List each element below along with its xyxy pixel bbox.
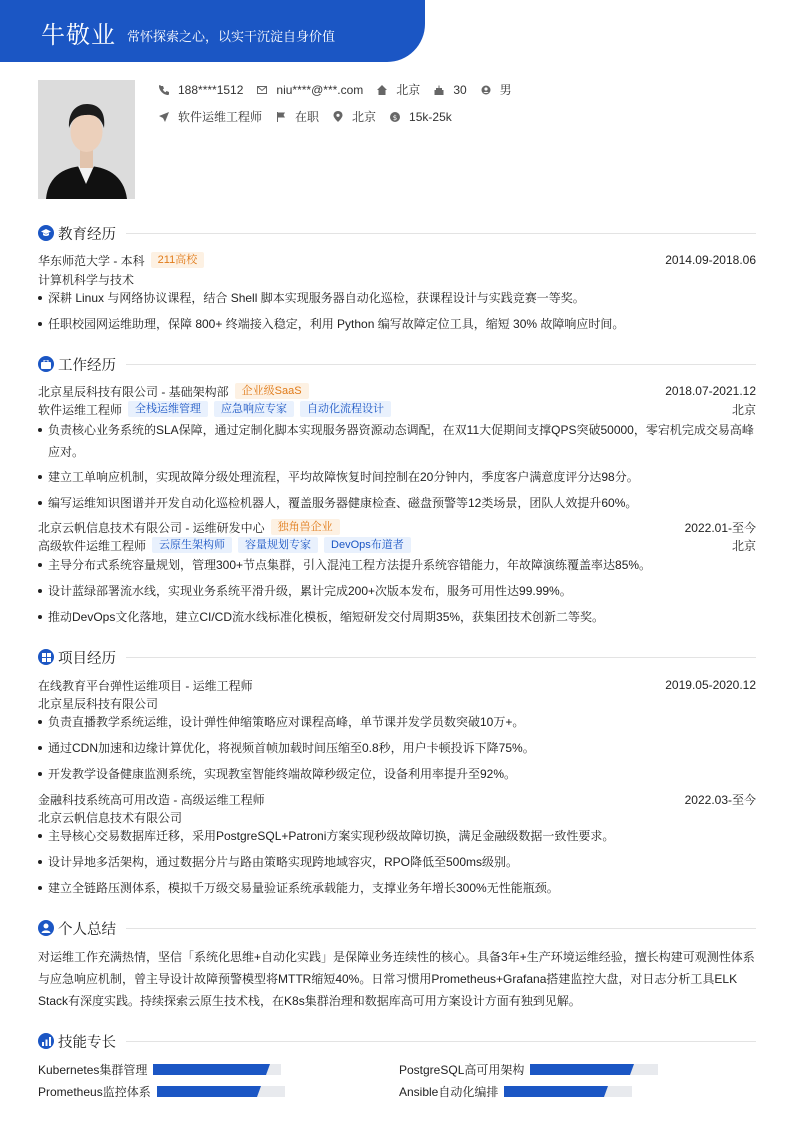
section-skills xyxy=(38,1031,756,1051)
project-bullet: 建立全链路压测体系，模拟千万级交易量验证系统承载能力，支撑业务年增长300%无性能瓶颈。 xyxy=(38,877,756,899)
section-divider xyxy=(126,233,756,234)
basic-info-row-2 xyxy=(159,108,466,125)
avatar-portrait xyxy=(38,80,135,199)
skill-bar xyxy=(157,1086,285,1097)
section-title: 工作经历 xyxy=(58,357,116,374)
skill-tag: 应急响应专家 xyxy=(214,401,294,417)
skill-name: PostgreSQL高可用架构 xyxy=(399,1062,525,1077)
work-role: 高级软件运维工程师 xyxy=(38,538,147,553)
money-icon xyxy=(390,112,400,122)
major: 计算机科学与技术 xyxy=(38,272,135,287)
header-banner xyxy=(0,0,425,62)
grid-icon xyxy=(38,649,54,665)
work-bullet: 主导分布式系统容量规划，管理300+节点集群，引入混沌工程方法提升系统容错能力，年故障演练覆盖率达85%。 xyxy=(38,554,756,576)
skill-bar xyxy=(530,1064,658,1075)
work-bullet: 编写运维知识图谱并开发自动化巡检机器人，覆盖服务器健康检查、磁盘预警等12类场景，团队人效提升60%。 xyxy=(38,492,756,514)
skill-tag: DevOps布道者 xyxy=(324,537,411,553)
bar-chart-icon xyxy=(38,1033,54,1049)
section-title: 技能专长 xyxy=(58,1034,116,1051)
phone-text: 188****1512 xyxy=(178,82,244,97)
svg-text:$: $ xyxy=(392,113,398,122)
section-title: 个人总结 xyxy=(58,921,116,938)
send-icon xyxy=(159,112,169,122)
skill-tag: 云原生架构师 xyxy=(152,537,232,553)
work-bullet: 推动DevOps文化落地，建立CI/CD流水线标准化模板，缩短研发交付周期35%，获集团技术创新二等奖。 xyxy=(38,606,756,628)
work-role-row xyxy=(38,400,756,418)
graduation-cap-icon xyxy=(38,225,54,241)
skill-item xyxy=(399,1083,632,1099)
home-icon xyxy=(377,85,387,95)
project-period: 2022.03-至今 xyxy=(684,792,756,807)
education-header xyxy=(38,251,756,269)
school-tag: 211高校 xyxy=(151,252,205,268)
section-work xyxy=(38,354,756,374)
skill-bar-fill xyxy=(153,1064,266,1075)
skill-bar-fill xyxy=(504,1086,604,1097)
education-major-row xyxy=(38,270,756,288)
target-city-text: 北京 xyxy=(352,110,377,124)
status-text: 在职 xyxy=(295,110,320,124)
project-title: 金融科技系统高可用改造 - 高级运维工程师 xyxy=(38,792,265,807)
work-role-row xyxy=(38,536,756,554)
school-name: 华东师范大学 - 本科 xyxy=(38,253,145,268)
user-icon xyxy=(38,920,54,936)
target-job-text: 软件运维工程师 xyxy=(178,110,263,124)
education-bullet: 深耕 Linux 与网络协议课程，结合 Shell 脚本实现服务器自动化巡检，获课程设计与实践竞赛一等奖。 xyxy=(38,287,756,309)
section-divider xyxy=(126,657,756,658)
city-item xyxy=(377,81,420,98)
age-item xyxy=(434,83,466,97)
mail-icon xyxy=(257,85,267,95)
skill-bar xyxy=(504,1086,632,1097)
status-item xyxy=(276,108,319,125)
flag-icon xyxy=(276,112,286,122)
section-summary xyxy=(38,918,756,938)
work-bullet-continuation: 应对。 xyxy=(48,445,85,459)
project-bullet: 负责直播教学系统运维，设计弹性伸缩策略应对课程高峰，单节课并发学员数突破10万+。 xyxy=(38,711,756,733)
age-text: 30 xyxy=(453,82,467,97)
salary-item xyxy=(390,110,452,124)
summary-line: 与应急响应机制，曾主导设计故障预警模型将MTTR缩短40%。日常习惯用Prometheus+Grafana搭建监控大盘，对日志分析工具ELK xyxy=(38,972,738,986)
section-divider xyxy=(126,928,756,929)
work-bullet: 建立工单响应机制，实现故障分级处理流程，平均故障恢复时间控制在20分钟内，季度客户满意度评分达98分。 xyxy=(38,466,756,488)
basic-info-row-1 xyxy=(159,81,526,98)
education-bullet: 任职校园网运维助理，保障 800+ 终端接入稳定，利用 Python 编写故障定位工具，缩短 30% 故障响应时间。 xyxy=(38,313,756,335)
work-city: 北京 xyxy=(731,402,756,417)
location-pin-icon xyxy=(333,112,343,122)
project-company-row xyxy=(38,808,756,826)
salary-text: 15k-25k xyxy=(409,109,452,124)
section-education xyxy=(38,223,756,243)
skill-bar xyxy=(153,1064,281,1075)
work-city: 北京 xyxy=(731,538,756,553)
section-title: 教育经历 xyxy=(58,226,116,243)
target-job-item xyxy=(159,108,262,125)
gender-text: 男 xyxy=(499,83,512,97)
skill-item xyxy=(399,1061,658,1077)
work-bullet: 负责核心业务系统的SLA保障，通过定制化脚本实现服务器资源动态调配，在双11大促期间支撑QPS突破50000，零宕机完成交易高峰 xyxy=(38,419,756,441)
skill-tag: 自动化流程设计 xyxy=(300,401,391,417)
email-text: niu****@***.com xyxy=(276,82,364,97)
city-text: 北京 xyxy=(396,83,421,97)
skill-item xyxy=(38,1083,285,1099)
work-role: 软件运维工程师 xyxy=(38,402,123,417)
project-company-row xyxy=(38,694,756,712)
phone-icon xyxy=(159,85,169,95)
project-company: 北京星辰科技有限公司 xyxy=(38,696,159,711)
target-city-item xyxy=(333,108,376,125)
summary-line: 对运维工作充满热情，坚信「系统化思维+自动化实践」是保障业务连续性的核心。具备3年+生产环境运维经验，擅长构建可观测性体系 xyxy=(38,950,755,964)
company-tag: 独角兽企业 xyxy=(271,519,340,535)
work-header xyxy=(38,518,756,536)
project-header xyxy=(38,676,756,694)
skill-name: Ansible自动化编排 xyxy=(399,1084,499,1099)
gender-icon xyxy=(481,85,491,95)
section-divider xyxy=(126,1041,756,1042)
company-tag: 企业级SaaS xyxy=(235,383,309,399)
project-bullet: 设计异地多活架构，通过数据分片与路由策略实现跨地域容灾，RPO降低至500ms级别。 xyxy=(38,851,756,873)
skill-tag: 容量规划专家 xyxy=(238,537,318,553)
work-company: 北京云帆信息技术有限公司 - 运维研发中心 xyxy=(38,520,265,535)
education-period: 2014.09-2018.06 xyxy=(665,253,756,267)
project-bullet: 开发教学设备健康监测系统，实现教室智能终端故障秒级定位，设备利用率提升至92%。 xyxy=(38,763,756,785)
project-bullet: 主导核心交易数据库迁移，采用PostgreSQL+Patroni方案实现秒级故障切换，满足金融级数据一致性要求。 xyxy=(38,825,756,847)
skill-name: Prometheus监控体系 xyxy=(38,1084,151,1099)
project-period: 2019.05-2020.12 xyxy=(665,678,756,692)
project-header xyxy=(38,790,756,808)
section-title: 项目经历 xyxy=(58,650,116,667)
candidate-motto: 常怀探索之心，以实干沉淀自身价值 xyxy=(127,29,336,44)
briefcase-icon xyxy=(38,356,54,372)
work-period: 2018.07-2021.12 xyxy=(665,384,756,398)
email-item xyxy=(257,83,363,97)
cake-icon xyxy=(434,85,444,95)
section-projects xyxy=(38,647,756,667)
skill-bar-fill xyxy=(530,1064,630,1075)
skill-tag: 全栈运维管理 xyxy=(128,401,208,417)
project-company: 北京云帆信息技术有限公司 xyxy=(38,810,183,825)
work-bullet: 设计蓝绿部署流水线，实现业务系统平滑升级，累计完成200+次版本发布，服务可用性达99.99%。 xyxy=(38,580,756,602)
phone-item xyxy=(159,83,243,97)
profile-photo xyxy=(38,80,135,199)
summary-line: Stack有深度实践。持续探索云原生技术栈，在K8s集群治理和数据库高可用方案设计方面有独到见解。 xyxy=(38,994,581,1008)
work-company: 北京星辰科技有限公司 - 基础架构部 xyxy=(38,384,229,399)
skill-item xyxy=(38,1061,281,1077)
project-bullet: 通过CDN加速和边缘计算优化，将视频首帧加载时间压缩至0.8秒，用户卡顿投诉下降75%。 xyxy=(38,737,756,759)
candidate-name: 牛敬业 xyxy=(41,22,116,49)
work-header xyxy=(38,382,756,400)
work-period: 2022.01-至今 xyxy=(684,520,756,535)
skill-bar-fill xyxy=(157,1086,257,1097)
project-title: 在线教育平台弹性运维项目 - 运维工程师 xyxy=(38,678,253,693)
skill-name: Kubernetes集群管理 xyxy=(38,1062,148,1077)
gender-item xyxy=(481,81,512,98)
section-divider xyxy=(126,364,756,365)
